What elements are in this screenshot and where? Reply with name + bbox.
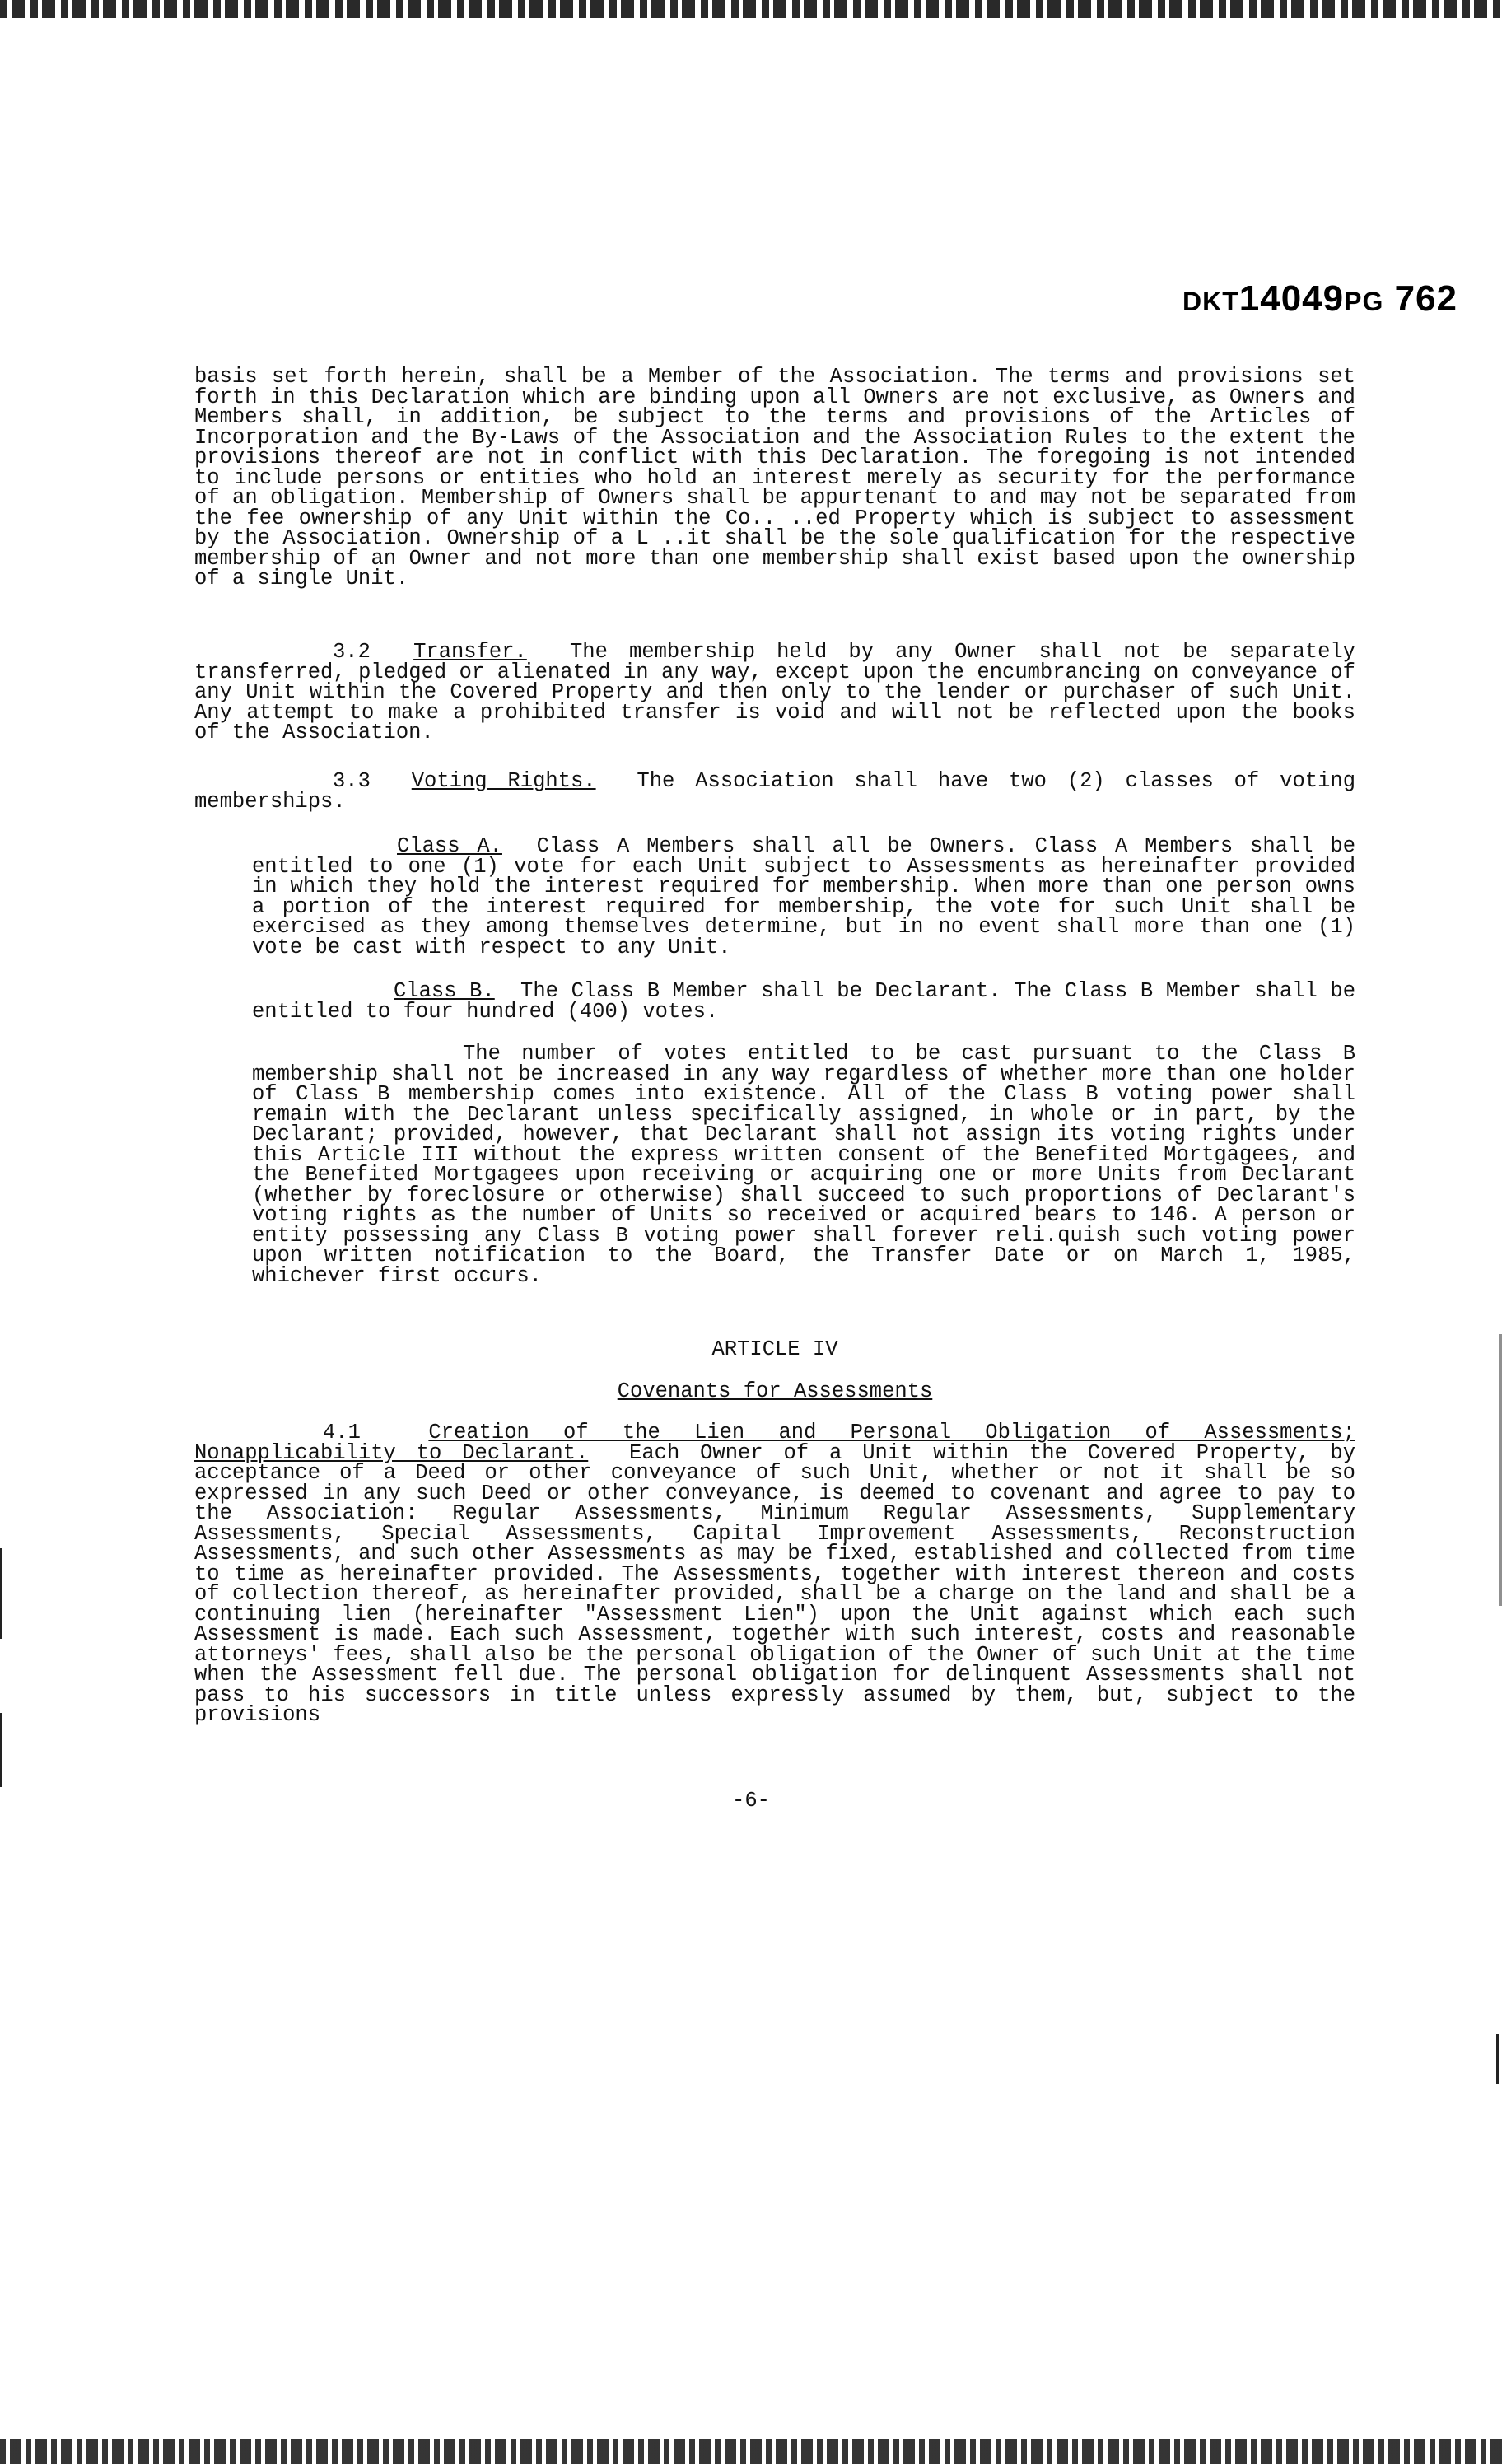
scan-edge-mark-left-lower bbox=[0, 1713, 2, 1787]
class-a-body: Class A Members shall all be Owners. Class A Members shall be entitled to one (1) vote for each Unit subject to Assessments as hereinafter provided in which they hold the interest required for membership. When more than one person owns a portion of the interest required for membership, the vote for such Unit shall be exercised as they among themselves determine, but in no event shall more than one (1) vote be cast with respect to any Unit. bbox=[252, 834, 1356, 959]
page-prefix: PG bbox=[1344, 287, 1384, 316]
section-number: 3.3 bbox=[333, 769, 371, 793]
scan-edge-mark-right bbox=[1499, 1334, 1502, 1606]
page-number: -6- bbox=[732, 1789, 770, 1813]
section-body: The membership held by any Owner shall not be separately transferred, pledged or alienated in any way, except upon the encumbrancing on conveyance of any Unit within the Covered Property and then only to the lender or purchaser of such Unit. Any attempt to make a prohibited transfer is void and will not be reflected upon the books of the Association. bbox=[194, 640, 1355, 744]
section-3-2 bbox=[194, 642, 1355, 744]
article-subtitle bbox=[194, 1381, 1355, 1402]
article-subtitle-text: Covenants for Assessments bbox=[617, 1379, 933, 1403]
scan-edge-mark-left bbox=[0, 1548, 2, 1639]
class-b-heading: Class B. bbox=[394, 979, 495, 1003]
scan-edge-mark-right-lower bbox=[1496, 2034, 1499, 2084]
scan-noise-top bbox=[0, 0, 1502, 18]
class-a-paragraph bbox=[252, 834, 1356, 959]
section-heading: Creation of the Lien and Personal Obligation of Assessments; Nonapplicability to Declarant. bbox=[194, 1421, 1355, 1465]
docket-page-number: 762 bbox=[1394, 278, 1458, 319]
scan-noise-bottom bbox=[0, 2439, 1502, 2464]
class-b-paragraph bbox=[252, 979, 1356, 1024]
paragraph-membership: basis set forth herein, shall be a Member of the Association. The terms and provisions set forth in this Declaration which are binding upon all Owners are not exclusive, as Owners and Members shall, in addition, be subject to the terms and provisions of the Articles of Incorporation and the By-Laws of the Association and the Association Rules to the extent the provisions thereof are not in conflict with this Declaration. The foregoing is not intended to include persons or entities who hold an interest merely as security for the performance of an obligation. Membership of Owners shall be appurtenant to and may not be separated from the fee ownership of any Unit within the Co.. ..ed Property which is subject to assessment by the Association. Ownership of a L ..it shall be the sole qualification for the respective membership of an Owner and not more than one membership shall exist based upon the ownership of a single Unit. bbox=[194, 365, 1355, 590]
docket-number: 14049 bbox=[1238, 278, 1345, 319]
class-a-heading: Class A. bbox=[397, 834, 502, 858]
section-body: The Association shall have two (2) classes of voting memberships. bbox=[194, 769, 1355, 814]
section-4-1 bbox=[194, 1423, 1355, 1726]
docket-prefix: DKT bbox=[1182, 287, 1239, 316]
section-3-3 bbox=[194, 769, 1355, 814]
docket-stamp bbox=[1182, 278, 1458, 320]
class-b-voting-paragraph: The number of votes entitled to be cast pursuant to the Class B membership shall not be increased in any way regardless of whether more than one holder of Class B membership comes into existence. All of the Class B voting power shall remain with the Declarant unless specifically assigned, in whole or in part, by the Declarant; provided, however, that Declarant shall not assign its voting rights under this Article III without the express written consent of the Benefited Mortgagees, and the Benefited Mortgagees upon receiving or acquiring one or more Units from Declarant (whether by foreclosure or otherwise) shall succeed to such proportions of Declarant's voting rights as the number of Units so received or acquired bears to 146. A person or entity possessing any Class B voting power shall forever reli.quish such voting power upon written notification to the Board, the Transfer Date or on March 1, 1985, whichever first occurs. bbox=[252, 1042, 1355, 1288]
section-number: 4.1 bbox=[323, 1421, 361, 1444]
section-heading: Transfer. bbox=[413, 640, 527, 664]
article-title: ARTICLE IV bbox=[711, 1337, 838, 1361]
section-heading: Voting Rights. bbox=[411, 769, 596, 793]
class-b-body: The Class B Member shall be Declarant. The Class B Member shall be entitled to four hundred (400) votes. bbox=[252, 979, 1356, 1024]
section-body: Each Owner of a Unit within the Covered Property, by acceptance of a Deed or other conveyance of such Unit, whether or not it shall be so expressed in any such Deed or other conveyance, is deemed to covenant and agree to pay to the Association: Regular Assessments, Minimum Regular Assessments, Supplementary Assessments, Special Assessments, Capital Improvement Assessments, Reconstruction Assessments, and such other Assessments as may be fixed, established and collected from time to time as hereinafter provided. The Assessments, together with interest thereon and costs of collection thereof, as hereinafter provided, shall be a charge on the land and shall be a continuing lien (hereinafter "Assessment Lien") upon the Unit against which each such Assessment is made. Each such Assessment, together with such interest, costs and reasonable attorneys' fees, shall also be the personal obligation of the Owner of such Unit at the time when the Assessment fell due. The personal obligation for delinquent Assessments shall not pass to his successors in title unless expressly assumed by them, but, subject to the provisions bbox=[194, 1440, 1356, 1727]
section-number: 3.2 bbox=[333, 640, 371, 664]
